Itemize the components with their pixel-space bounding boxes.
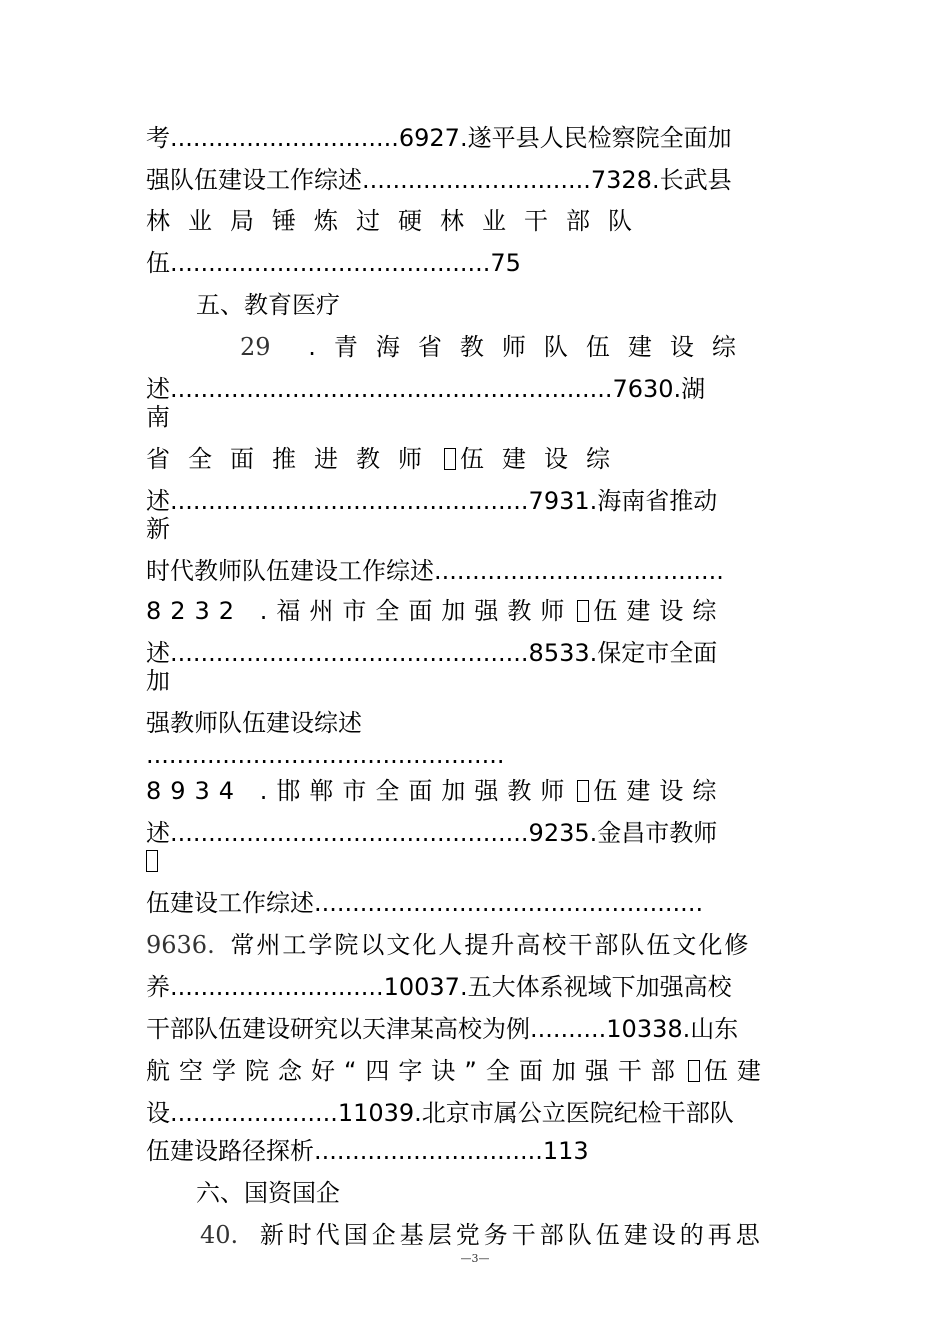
toc-title: 伍建 — [703, 1057, 770, 1085]
missing-glyph-box — [146, 850, 158, 872]
toc-line: 伍建设路径探析..............................113 — [146, 1137, 589, 1165]
toc-title: 伍建设综 — [460, 445, 628, 473]
toc-line — [146, 444, 806, 474]
section-heading: 五、教育医疗 — [196, 291, 340, 319]
toc-line: 南 — [146, 403, 170, 431]
toc-title: .邯郸市全面加强教师 — [259, 777, 574, 805]
toc-number: 9636. — [146, 931, 215, 959]
missing-glyph-box — [688, 1060, 700, 1082]
toc-number: 8232 — [146, 597, 244, 625]
toc-line: 述...............................................8533.保定市全面 — [146, 639, 718, 667]
toc-line: 强队伍建设工作综述..............................7328.长武县 — [146, 166, 732, 194]
toc-line: 述...............................................7931.海南省推动 — [146, 487, 718, 515]
toc-title: 省全面推进教师 — [146, 445, 440, 473]
toc-line — [146, 846, 806, 876]
toc-line — [146, 776, 806, 806]
toc-line: 伍建设工作综述................................................... — [146, 889, 704, 917]
toc-line: 林业局锤炼过硬林业干部队 — [146, 207, 650, 235]
missing-glyph-box — [444, 448, 456, 470]
toc-title: 常州工学院以文化人提升高校干部队伍文化修 — [230, 931, 751, 959]
toc-line: ............................................... — [146, 741, 505, 769]
toc-title: 航空学院念好“四字诀”全面加强干部 — [146, 1057, 684, 1085]
toc-number: 40. — [200, 1221, 239, 1249]
toc-line: 伍..........................................75 — [146, 249, 521, 277]
toc-title: 新时代国企基层党务干部队伍建设的再思 — [259, 1221, 764, 1249]
toc-line: 养............................10037.五大体系视域下加强高校 — [146, 973, 732, 1001]
toc-title: 伍建设综 — [593, 597, 726, 625]
section-heading: 六、国资国企 — [196, 1179, 340, 1207]
toc-line — [146, 596, 806, 626]
toc-line: 时代教师队伍建设工作综述...................................... — [146, 557, 724, 585]
toc-line: 加 — [146, 667, 170, 695]
toc-line: 强教师队伍建设综述 — [146, 709, 362, 737]
toc-line — [200, 1220, 806, 1250]
toc-title: .福州市全面加强教师 — [259, 597, 574, 625]
toc-line: 述..........................................................7630.湖 — [146, 375, 706, 403]
toc-number: 29 — [240, 333, 271, 361]
toc-line — [240, 332, 810, 362]
toc-line — [146, 1056, 806, 1086]
page-number: —3— — [460, 1252, 490, 1265]
toc-line — [146, 930, 806, 960]
toc-line: 考..............................6927.遂平县人民检察院全面加 — [146, 124, 732, 152]
toc-line: 设......................11039.北京市属公立医院纪检干部队 — [146, 1099, 734, 1127]
missing-glyph-box — [577, 780, 589, 802]
missing-glyph-box — [577, 600, 589, 622]
toc-line: 述...............................................9235.金昌市教师 — [146, 819, 718, 847]
toc-line: 新 — [146, 515, 170, 543]
toc-title: 伍建设综 — [593, 777, 726, 805]
toc-number: 8934 — [146, 777, 244, 805]
toc-line: 干部队伍建设研究以天津某高校为例..........10338.山东 — [146, 1015, 739, 1043]
toc-title: .青海省教师队伍建设综 — [308, 333, 754, 361]
